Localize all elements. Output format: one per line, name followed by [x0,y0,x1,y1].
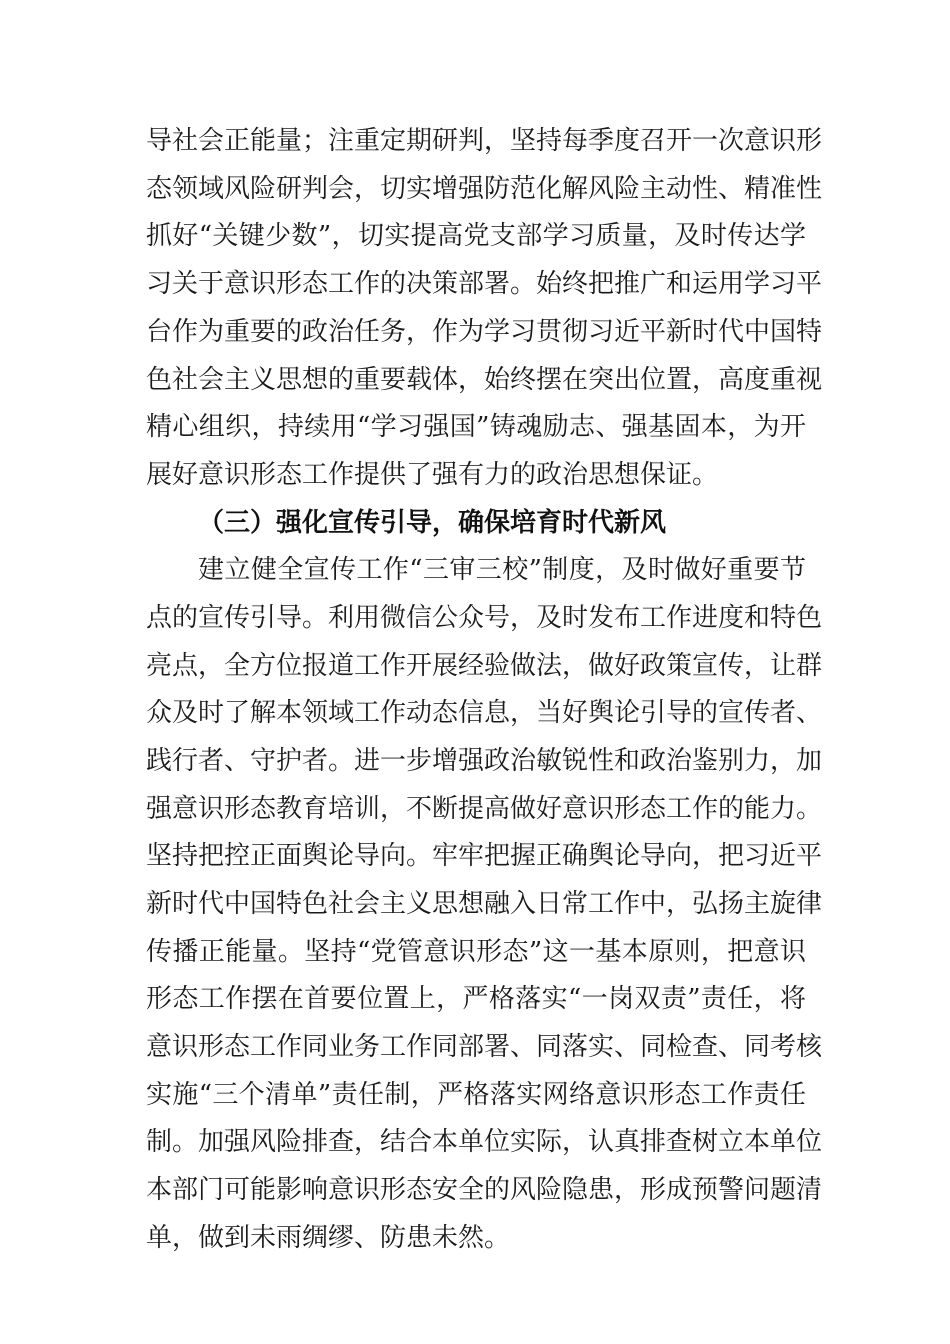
paragraph-line: 本部门可能影响意识形态安全的风险隐患，形成预警问题清 [146,1175,823,1205]
paragraph-line: 建立健全宣传工作“三审三校”制度，及时做好重要节 [198,555,806,585]
section-heading: （三）强化宣传引导，确保培育时代新风 [198,508,667,538]
paragraph-line: 导社会正能量；注重定期研判，坚持每季度召开一次意识形 [146,126,823,156]
paragraph-line: 形态工作摆在首要位置上，严格落实“一岗双责”责任，将 [146,984,806,1014]
paragraph-line: 展好意识形态工作提供了强有力的政治思想保证。 [146,460,719,490]
paragraph-line: 习关于意识形态工作的决策部署。始终把推广和运用学习平 [146,269,823,299]
paragraph-line: 传播正能量。坚持“党管意识形态”这一基本原则，把意识 [146,937,806,967]
paragraph-line: 精心组织，持续用“学习强国”铸魂励志、强基固本，为开 [146,412,806,442]
paragraph-line: 强意识形态教育培训，不断提高做好意识形态工作的能力。 [146,794,823,824]
paragraph-line: 坚持把控正面舆论导向。牢牢把握正确舆论导向，把习近平 [146,841,823,871]
paragraph-line: 制。加强风险排查，结合本单位实际，认真排查树立本单位 [146,1127,823,1157]
paragraph-line: 单，做到未雨绸缪、防患未然。 [146,1223,511,1253]
paragraph-line: 践行者、守护者。进一步增强政治敏锐性和政治鉴别力，加 [146,746,823,776]
paragraph-line: 意识形态工作同业务工作同部署、同落实、同检查、同考核 [146,1032,823,1062]
paragraph-line: 台作为重要的政治任务，作为学习贯彻习近平新时代中国特 [146,317,823,347]
paragraph-line: 抓好“关键少数”，切实提高党支部学习质量，及时传达学 [146,221,806,251]
paragraph-line: 实施“三个清单”责任制，严格落实网络意识形态工作责任 [146,1080,806,1110]
paragraph-line: 点的宣传引导。利用微信公众号，及时发布工作进度和特色 [146,603,823,633]
paragraph-line: 众及时了解本领域工作动态信息，当好舆论引导的宣传者、 [146,698,823,728]
paragraph-line: 态领域风险研判会，切实增强防范化解风险主动性、精准性 [146,174,823,204]
paragraph-line: 新时代中国特色社会主义思想融入日常工作中，弘扬主旋律 [146,889,823,919]
paragraph-line: 色社会主义思想的重要载体，始终摆在突出位置，高度重视 [146,365,823,395]
paragraph-line: 亮点，全方位报道工作开展经验做法，做好政策宣传，让群 [146,651,823,681]
